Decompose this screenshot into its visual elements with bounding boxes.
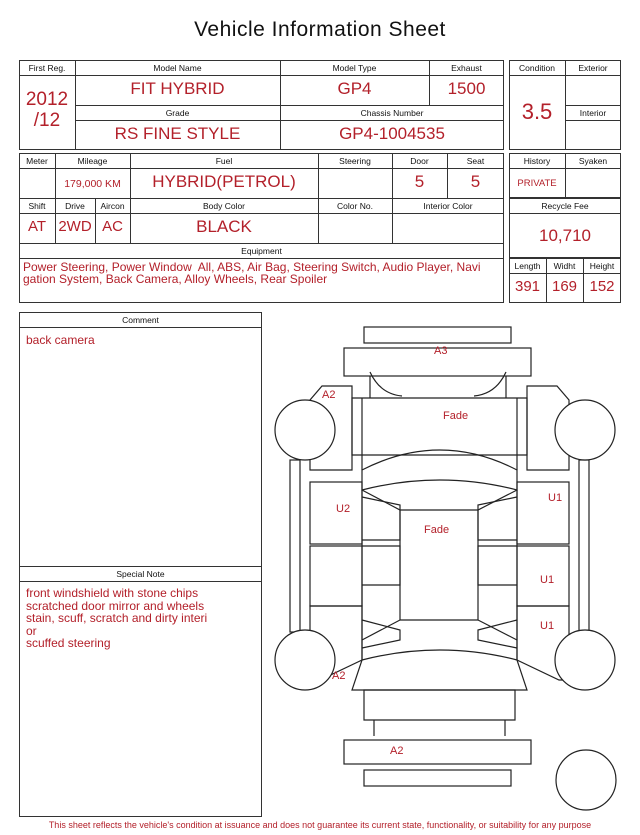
interior-color-header: Interior Color [423,201,473,211]
damage-label-a2-rear: A2 [390,745,404,757]
history-header: History [523,156,551,166]
first-reg-header: First Reg. [28,63,66,73]
seat-value: 5 [470,172,481,191]
fuel-value: HYBRID(PETROL) [152,172,296,191]
fuel-header: Fuel [215,156,233,166]
recycle-fee-header: Recycle Fee [541,201,589,211]
disclaimer-footer: This sheet reflects the vehicle's condition at issuance and does not guarantee its current state, functionality, or suitability for any purpose [48,820,592,830]
equipment-header: Equipment [241,246,282,256]
drive-value: 2WD [58,218,92,235]
interior-header: Interior [579,108,607,118]
exhaust-header: Exhaust [451,63,482,73]
width-header: Widht [553,261,576,271]
color-no-header: Color No. [337,201,373,211]
length-header: Length [514,261,541,271]
model-type-header: Model Type [332,63,377,73]
damage-label-fade-hood: Fade [443,410,469,422]
special-note-header: Special Note [116,569,165,579]
special-note-value: front windshield with stone chips scratched door mirror and wheels stain, scuff, scratch and dirty interi or scuffed steering [26,586,208,650]
damage-label-u2: U2 [336,503,351,515]
aircon-value: AC [102,218,123,235]
exterior-header: Exterior [578,63,608,73]
page-title: Vehicle Information Sheet [194,18,446,41]
damage-label-a3: A3 [434,345,448,357]
shift-header: Shift [28,201,46,211]
seat-header: Seat [466,156,485,166]
door-value: 5 [414,172,425,191]
grade-header: Grade [165,108,190,118]
damage-label-a2-rear-left: A2 [332,670,346,682]
mileage-header: Mileage [77,156,108,166]
damage-label-u1-right-front: U1 [548,492,563,504]
condition-value: 3.5 [521,99,553,124]
equipment-value: Power Steering, Power Window All, ABS, Air Bag, Steering Switch, Audio Player, Navi gation System, Back Camera, Alloy Wheels, Rear Spoiler [23,260,481,286]
damage-label-u1-right-rear: U1 [540,620,555,632]
exhaust-value: 1500 [447,79,486,98]
damage-label-u1-right-mid: U1 [540,574,555,586]
shift-value: AT [27,218,47,235]
grade-value: RS FINE STYLE [114,124,241,143]
history-value: PRIVATE [517,178,557,189]
length-value: 391 [514,278,541,295]
aircon-header: Aircon [100,201,125,211]
condition-header: Condition [519,63,555,73]
meter-header: Meter [26,156,48,166]
width-value: 169 [551,278,578,295]
steering-header: Steering [339,156,371,166]
body-color-header: Body Color [202,201,246,211]
body-color-value: BLACK [196,217,252,236]
door-header: Door [410,156,429,166]
first-reg-month: /12 [33,110,61,131]
height-header: Height [589,261,615,271]
drive-header: Drive [65,201,85,211]
comment-header: Comment [122,315,159,325]
syaken-header: Syaken [578,156,608,166]
mileage-value: 179,000 KM [64,178,121,190]
damage-label-a2-front-left: A2 [322,389,336,401]
model-type-value: GP4 [337,79,372,98]
model-name-value: FIT HYBRID [130,79,225,98]
recycle-fee-value: 10,710 [539,226,591,245]
damage-label-fade-roof: Fade [424,524,450,536]
first-reg-year: 2012 [25,89,69,110]
comment-value: back camera [26,333,95,347]
model-name-header: Model Name [153,63,202,73]
chassis-number-header: Chassis Number [360,108,424,118]
height-value: 152 [589,278,615,295]
chassis-number-value: GP4-1004535 [339,124,445,143]
